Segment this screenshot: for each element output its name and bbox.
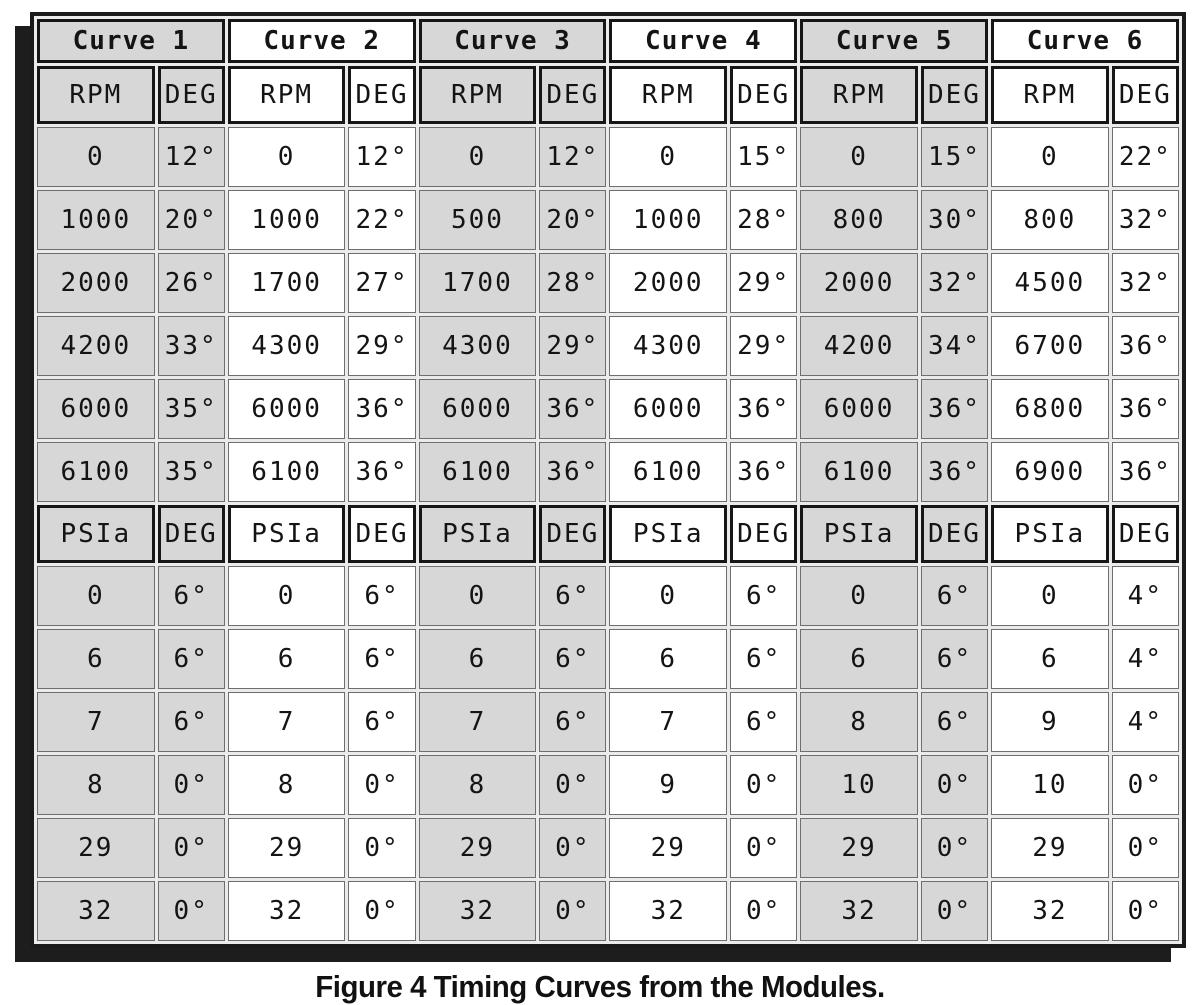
deg-value: 0°: [730, 755, 797, 815]
deg-value: 6°: [348, 692, 415, 752]
psia-value: 0: [228, 566, 346, 626]
rpm-value: 6800: [991, 379, 1109, 439]
rpm-column-header: RPM: [609, 66, 727, 124]
psia-value: 6: [419, 629, 537, 689]
rpm-value: 1700: [228, 253, 346, 313]
deg-value: 26°: [158, 253, 225, 313]
psia-value: 9: [991, 692, 1109, 752]
deg-value: 28°: [730, 190, 797, 250]
rpm-value: 6700: [991, 316, 1109, 376]
psia-value: 6: [991, 629, 1109, 689]
rpm-data-row: [37, 253, 1179, 313]
rpm-value: 0: [228, 127, 346, 187]
deg-value: 0°: [539, 818, 606, 878]
psia-value: 29: [609, 818, 727, 878]
deg-value: 36°: [730, 379, 797, 439]
rpm-value: 4500: [991, 253, 1109, 313]
rpm-value: 4300: [419, 316, 537, 376]
rpm-data-row: [37, 127, 1179, 187]
deg-column-header: DEG: [539, 505, 606, 563]
deg-column-header: DEG: [1112, 505, 1179, 563]
deg-value: 12°: [539, 127, 606, 187]
psia-value: 32: [228, 881, 346, 941]
deg-value: 0°: [921, 818, 988, 878]
rpm-value: 6000: [228, 379, 346, 439]
rpm-value: 4200: [800, 316, 918, 376]
rpm-value: 6100: [37, 442, 155, 502]
deg-value: 15°: [730, 127, 797, 187]
deg-value: 36°: [539, 379, 606, 439]
psia-value: 0: [37, 566, 155, 626]
psia-data-row: [37, 692, 1179, 752]
psia-value: 7: [228, 692, 346, 752]
rpm-value: 4300: [609, 316, 727, 376]
psia-column-header: PSIa: [228, 505, 346, 563]
psia-value: 7: [37, 692, 155, 752]
deg-value: 6°: [539, 629, 606, 689]
curve-header: Curve 3: [419, 19, 607, 63]
rpm-value: 2000: [609, 253, 727, 313]
deg-value: 29°: [730, 253, 797, 313]
psia-value: 0: [419, 566, 537, 626]
deg-value: 6°: [348, 629, 415, 689]
rpm-value: 6100: [609, 442, 727, 502]
figure-caption: Figure 4 Timing Curves from the Modules.: [315, 969, 885, 1004]
deg-value: 6°: [158, 692, 225, 752]
rpm-value: 6000: [37, 379, 155, 439]
deg-value: 6°: [921, 692, 988, 752]
rpm-header-row: [37, 66, 1179, 124]
psia-value: 32: [800, 881, 918, 941]
curve-title-row: [37, 19, 1179, 63]
rpm-value: 1000: [228, 190, 346, 250]
deg-value: 36°: [921, 442, 988, 502]
rpm-value: 1700: [419, 253, 537, 313]
deg-value: 6°: [921, 566, 988, 626]
deg-column-header: DEG: [348, 505, 415, 563]
deg-value: 34°: [921, 316, 988, 376]
rpm-value: 500: [419, 190, 537, 250]
deg-value: 36°: [730, 442, 797, 502]
page-background: [0, 12, 1200, 1004]
deg-value: 0°: [730, 881, 797, 941]
deg-column-header: DEG: [158, 66, 225, 124]
deg-value: 4°: [1112, 629, 1179, 689]
psia-value: 32: [419, 881, 537, 941]
rpm-value: 6100: [419, 442, 537, 502]
rpm-value: 6100: [228, 442, 346, 502]
deg-column-header: DEG: [158, 505, 225, 563]
curve-header: Curve 1: [37, 19, 225, 63]
deg-value: 0°: [348, 755, 415, 815]
deg-value: 36°: [539, 442, 606, 502]
psia-data-row: [37, 818, 1179, 878]
rpm-data-row: [37, 379, 1179, 439]
curve-header: Curve 4: [609, 19, 797, 63]
deg-value: 0°: [539, 881, 606, 941]
psia-data-row: [37, 881, 1179, 941]
rpm-data-row: [37, 190, 1179, 250]
deg-value: 0°: [730, 818, 797, 878]
deg-value: 0°: [1112, 755, 1179, 815]
psia-value: 9: [609, 755, 727, 815]
curve-header: Curve 5: [800, 19, 988, 63]
deg-value: 36°: [1112, 316, 1179, 376]
deg-value: 6°: [730, 629, 797, 689]
psia-value: 0: [800, 566, 918, 626]
deg-value: 36°: [348, 379, 415, 439]
psia-value: 8: [419, 755, 537, 815]
psia-value: 6: [609, 629, 727, 689]
deg-value: 12°: [158, 127, 225, 187]
rpm-value: 0: [991, 127, 1109, 187]
deg-value: 36°: [348, 442, 415, 502]
deg-value: 0°: [1112, 881, 1179, 941]
curve-header: Curve 2: [228, 19, 416, 63]
rpm-value: 6000: [419, 379, 537, 439]
psia-value: 10: [800, 755, 918, 815]
rpm-value: 6900: [991, 442, 1109, 502]
deg-column-header: DEG: [921, 505, 988, 563]
rpm-value: 800: [800, 190, 918, 250]
rpm-value: 6100: [800, 442, 918, 502]
psia-value: 0: [991, 566, 1109, 626]
deg-value: 6°: [730, 566, 797, 626]
psia-header-row: [37, 505, 1179, 563]
rpm-column-header: RPM: [991, 66, 1109, 124]
deg-value: 32°: [1112, 253, 1179, 313]
deg-value: 29°: [348, 316, 415, 376]
deg-value: 6°: [539, 566, 606, 626]
curve-header: Curve 6: [991, 19, 1179, 63]
rpm-data-row: [37, 316, 1179, 376]
deg-value: 4°: [1112, 692, 1179, 752]
psia-value: 32: [609, 881, 727, 941]
deg-value: 20°: [539, 190, 606, 250]
psia-column-header: PSIa: [419, 505, 537, 563]
deg-value: 30°: [921, 190, 988, 250]
deg-value: 27°: [348, 253, 415, 313]
psia-column-header: PSIa: [991, 505, 1109, 563]
psia-value: 8: [37, 755, 155, 815]
deg-value: 20°: [158, 190, 225, 250]
deg-value: 0°: [921, 755, 988, 815]
rpm-value: 0: [419, 127, 537, 187]
psia-value: 7: [419, 692, 537, 752]
deg-value: 36°: [1112, 379, 1179, 439]
deg-value: 6°: [158, 629, 225, 689]
deg-value: 6°: [921, 629, 988, 689]
deg-value: 32°: [921, 253, 988, 313]
deg-value: 6°: [348, 566, 415, 626]
psia-data-row: [37, 566, 1179, 626]
deg-value: 22°: [1112, 127, 1179, 187]
deg-value: 6°: [730, 692, 797, 752]
deg-value: 0°: [158, 881, 225, 941]
rpm-data-row: [37, 442, 1179, 502]
deg-value: 0°: [348, 881, 415, 941]
psia-value: 8: [228, 755, 346, 815]
rpm-column-header: RPM: [228, 66, 346, 124]
deg-value: 35°: [158, 379, 225, 439]
rpm-value: 1000: [37, 190, 155, 250]
psia-value: 32: [991, 881, 1109, 941]
deg-value: 28°: [539, 253, 606, 313]
rpm-value: 2000: [37, 253, 155, 313]
rpm-value: 4300: [228, 316, 346, 376]
psia-data-row: [37, 629, 1179, 689]
deg-value: 0°: [921, 881, 988, 941]
deg-value: 12°: [348, 127, 415, 187]
deg-value: 22°: [348, 190, 415, 250]
psia-value: 7: [609, 692, 727, 752]
deg-column-header: DEG: [1112, 66, 1179, 124]
deg-value: 15°: [921, 127, 988, 187]
deg-value: 6°: [158, 566, 225, 626]
psia-value: 8: [800, 692, 918, 752]
psia-data-row: [37, 755, 1179, 815]
psia-value: 29: [37, 818, 155, 878]
deg-value: 33°: [158, 316, 225, 376]
deg-value: 29°: [539, 316, 606, 376]
deg-column-header: DEG: [730, 66, 797, 124]
deg-value: 4°: [1112, 566, 1179, 626]
rpm-column-header: RPM: [37, 66, 155, 124]
psia-value: 29: [419, 818, 537, 878]
deg-value: 0°: [158, 818, 225, 878]
deg-value: 36°: [1112, 442, 1179, 502]
psia-column-header: PSIa: [800, 505, 918, 563]
deg-value: 35°: [158, 442, 225, 502]
rpm-value: 2000: [800, 253, 918, 313]
deg-value: 0°: [158, 755, 225, 815]
psia-column-header: PSIa: [609, 505, 727, 563]
deg-column-header: DEG: [539, 66, 606, 124]
deg-column-header: DEG: [921, 66, 988, 124]
deg-value: 0°: [539, 755, 606, 815]
rpm-value: 0: [37, 127, 155, 187]
deg-column-header: DEG: [730, 505, 797, 563]
rpm-value: 6000: [800, 379, 918, 439]
psia-value: 6: [800, 629, 918, 689]
deg-value: 0°: [1112, 818, 1179, 878]
psia-value: 29: [991, 818, 1109, 878]
deg-value: 32°: [1112, 190, 1179, 250]
rpm-value: 800: [991, 190, 1109, 250]
psia-value: 29: [800, 818, 918, 878]
rpm-value: 4200: [37, 316, 155, 376]
rpm-value: 1000: [609, 190, 727, 250]
psia-value: 29: [228, 818, 346, 878]
timing-curves-figure: [30, 12, 1186, 948]
rpm-column-header: RPM: [800, 66, 918, 124]
rpm-column-header: RPM: [419, 66, 537, 124]
psia-value: 0: [609, 566, 727, 626]
deg-value: 6°: [539, 692, 606, 752]
rpm-value: 0: [609, 127, 727, 187]
psia-value: 32: [37, 881, 155, 941]
psia-value: 6: [228, 629, 346, 689]
rpm-value: 6000: [609, 379, 727, 439]
deg-value: 0°: [348, 818, 415, 878]
rpm-value: 0: [800, 127, 918, 187]
deg-column-header: DEG: [348, 66, 415, 124]
deg-value: 29°: [730, 316, 797, 376]
psia-value: 10: [991, 755, 1109, 815]
psia-column-header: PSIa: [37, 505, 155, 563]
timing-curves-table: [30, 12, 1186, 948]
psia-value: 6: [37, 629, 155, 689]
deg-value: 36°: [921, 379, 988, 439]
